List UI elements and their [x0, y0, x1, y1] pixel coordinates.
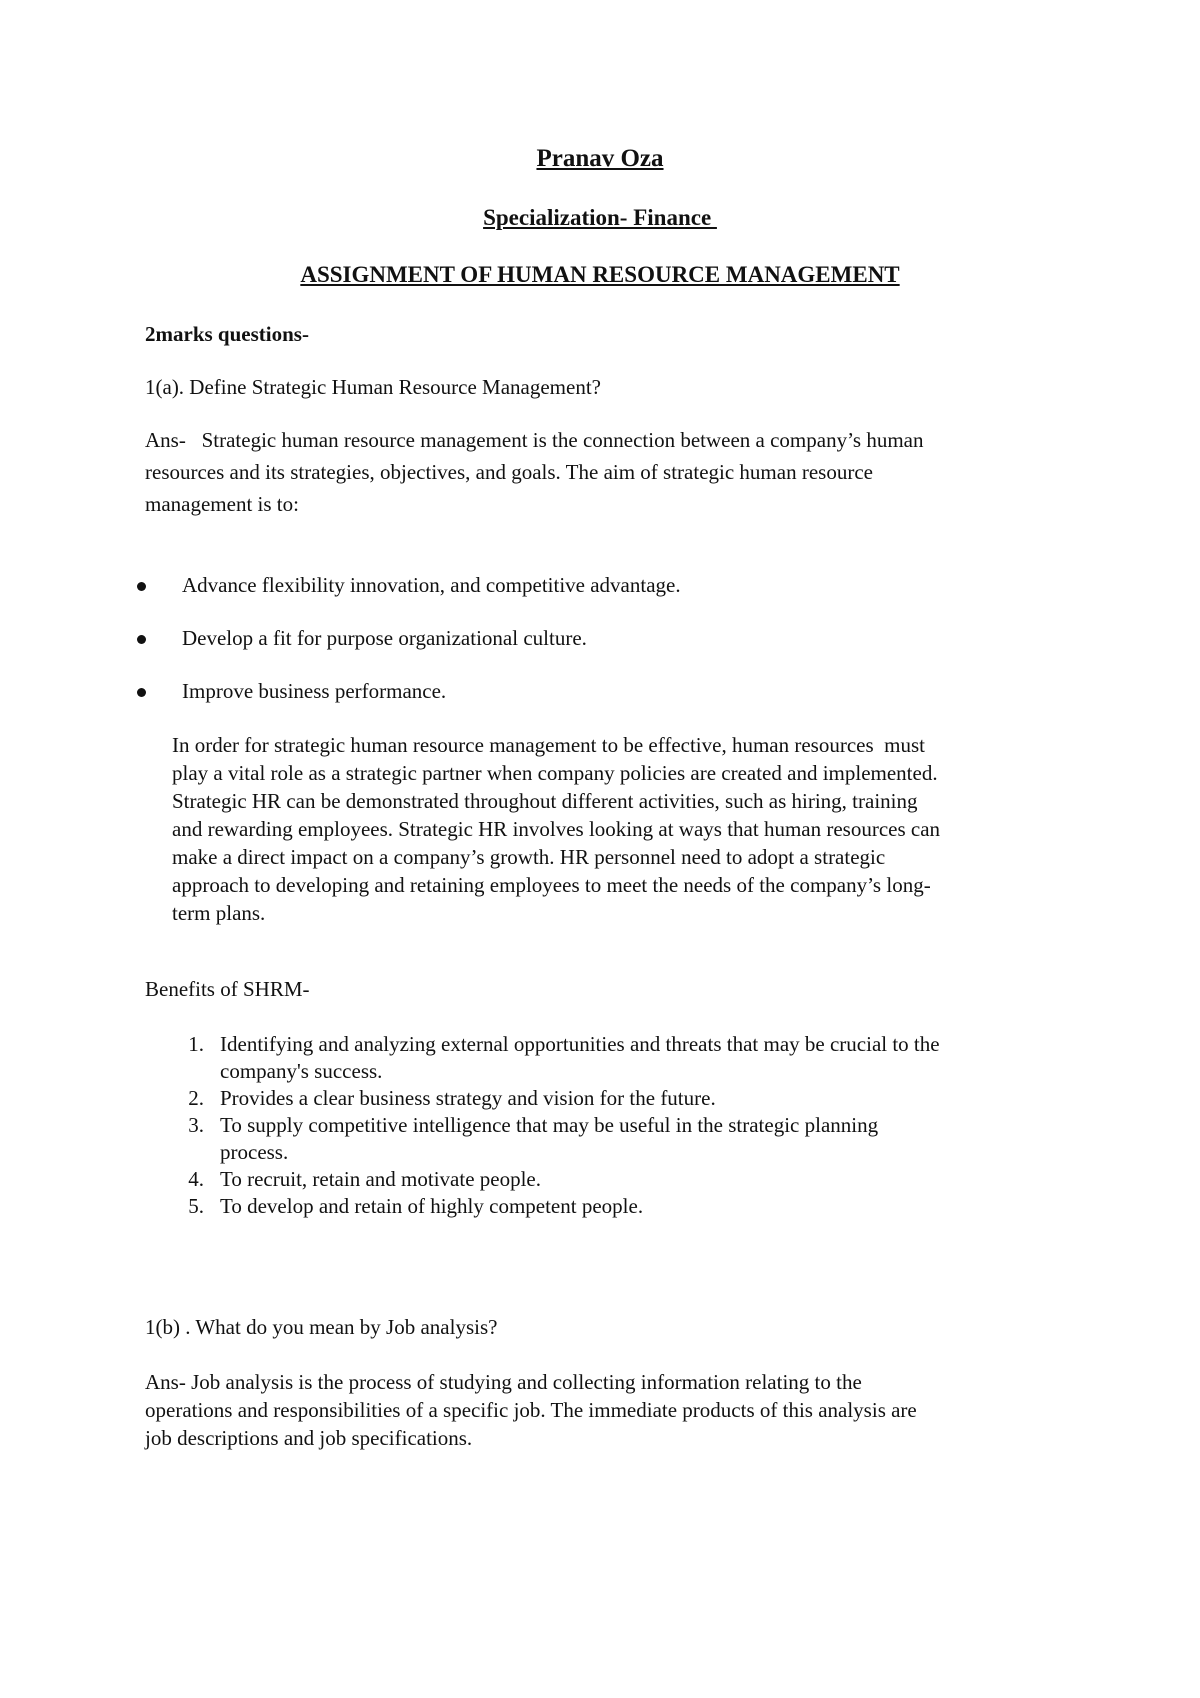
paragraph-line: make a direct impact on a company’s growth. HR personnel need to adopt a strategic [172, 845, 886, 869]
list-item-continued: company's success. [220, 1059, 383, 1083]
list-item: To develop and retain of highly competent people. [220, 1194, 644, 1218]
answer-1a-line-2: resources and its strategies, objectives, and goals. The aim of strategic human resource [145, 460, 873, 484]
list-number: 5. [188, 1194, 204, 1218]
list-item-continued: process. [220, 1140, 289, 1164]
bullet-dot [137, 688, 146, 697]
specialization: Specialization- Finance [483, 205, 717, 230]
answer-1b-line-1: Ans- Job analysis is the process of studying and collecting information relating to the [145, 1370, 862, 1394]
paragraph-line: term plans. [172, 901, 266, 925]
paragraph-line: approach to developing and retaining employees to meet the needs of the company’s long- [172, 873, 931, 897]
paragraph-line: play a vital role as a strategic partner when company policies are created and implemented. [172, 761, 938, 785]
list-item: To recruit, retain and motivate people. [220, 1167, 541, 1191]
list-item: To supply competitive intelligence that may be useful in the strategic planning [220, 1113, 879, 1137]
question-1b: 1(b) . What do you mean by Job analysis? [145, 1315, 498, 1339]
section-heading: 2marks questions- [145, 322, 309, 346]
paragraph-line: and rewarding employees. Strategic HR involves looking at ways that human resources can [172, 817, 941, 841]
question-1a: 1(a). Define Strategic Human Resource Management? [145, 375, 601, 399]
answer-1b-line-2: operations and responsibilities of a specific job. The immediate products of this analysis are [145, 1398, 917, 1422]
list-item: Provides a clear business strategy and vision for the future. [220, 1086, 716, 1110]
benefits-heading: Benefits of SHRM- [145, 977, 310, 1001]
bullet-item: Develop a fit for purpose organizational culture. [182, 626, 587, 650]
author-name: Pranav Oza [536, 145, 664, 172]
paragraph-line: Strategic HR can be demonstrated throughout different activities, such as hiring, training [172, 789, 918, 813]
bullet-dot [137, 582, 146, 591]
answer-1a-line-1: Ans- Strategic human resource management is the connection between a company’s human [145, 428, 924, 452]
bullet-dot [137, 635, 146, 644]
list-number: 2. [188, 1086, 204, 1110]
list-item: Identifying and analyzing external opportunities and threats that may be crucial to the [220, 1032, 940, 1056]
answer-1a-line-3: management is to: [145, 492, 299, 516]
answer-1b-line-3: job descriptions and job specifications. [145, 1426, 473, 1450]
bullet-item: Advance flexibility innovation, and competitive advantage. [182, 573, 681, 597]
list-number: 4. [188, 1167, 204, 1191]
list-number: 3. [188, 1113, 204, 1137]
bullet-item: Improve business performance. [182, 679, 447, 703]
assignment-title: ASSIGNMENT OF HUMAN RESOURCE MANAGEMENT [300, 262, 900, 287]
paragraph-line: In order for strategic human resource management to be effective, human resources must [172, 733, 925, 757]
list-number: 1. [188, 1032, 204, 1056]
